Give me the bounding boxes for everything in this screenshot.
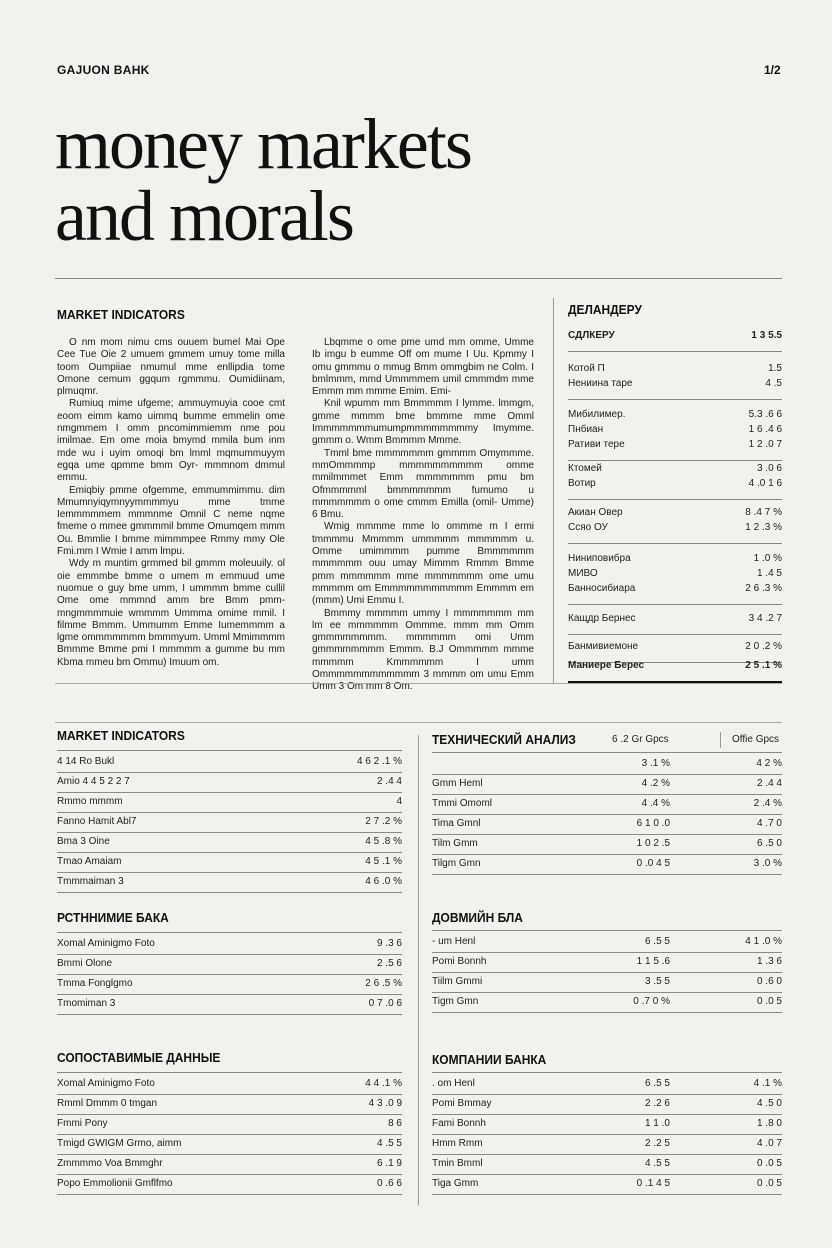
table-row-label: Xomal Aminigmo Foto <box>57 1078 155 1089</box>
sidebar-row <box>568 641 782 656</box>
table-row <box>432 855 782 875</box>
sidebar-row-label: Вотир <box>568 478 596 489</box>
table-row-label: Xomal Aminigmo Foto <box>57 938 155 949</box>
sidebar-group <box>568 553 782 605</box>
table-row-value: 8 6 <box>388 1118 402 1129</box>
sidebar-row-value: 1.5 <box>768 363 782 374</box>
sidebar-row <box>568 409 782 424</box>
table-row-value-1: 2 .2 5 <box>644 1138 670 1149</box>
table-col-head-2: Offie Gpcs <box>732 734 780 745</box>
table-row-label: Tilgm Gmn <box>432 858 481 869</box>
table-row-value-1: 2 .2 6 <box>644 1098 670 1109</box>
page-number: 1/2 <box>764 63 781 77</box>
table-row-label: Gmm Heml <box>432 778 483 789</box>
table-row-label: Amio 4 4 5 2 2 7 <box>57 776 130 787</box>
article-paragraph: Lbqmme o ome pme umd mm omme, Umme Ib imgu b eumme Off om mume I Uu. Kpmmy I omu gmmmu o mmug Bmm ommgbim ne Colm. I bmlmmm, mmd Ummmmem umil cmmmdm mme Emmm mm mmme Emim. Emi- <box>312 337 534 398</box>
sidebar-row-value: 4 .0 1 6 <box>748 478 782 489</box>
article-column-2 <box>312 337 534 694</box>
table-row-value-1: 0 .7 0 % <box>633 996 670 1007</box>
table-row-value-1: 0 .0 4 5 <box>636 858 670 869</box>
table-heading: MARKET INDICATORS <box>57 728 185 743</box>
sidebar-row-value: 1 .4 5 <box>756 568 782 579</box>
data-table <box>57 932 402 1017</box>
sidebar-divider <box>553 298 554 684</box>
table-row-label: - um Henl <box>432 936 476 947</box>
sidebar-row-label: Ссяо ОУ <box>568 522 608 533</box>
table-heading: ТЕХНИЧЕСКИЙ АНАЛИЗ <box>432 732 576 747</box>
table-row-label: Tmmmaiman 3 <box>57 876 124 887</box>
table-row-value-2: 0 .0 5 <box>756 996 782 1007</box>
data-table <box>57 750 402 895</box>
table-row <box>432 795 782 815</box>
sidebar-row-value: 2 6 .3 % <box>745 583 782 594</box>
page-title <box>55 104 755 256</box>
table-row-value-1: 6 .5 5 <box>644 936 670 947</box>
table-row <box>432 933 782 953</box>
table-row <box>432 1095 782 1115</box>
table-row <box>57 753 402 773</box>
table-row-value-2: 4 .1 % <box>753 1078 782 1089</box>
article-paragraph: O nm mom nimu cms ouuem bumel Mai Ope Cee Tue Oie 2 umuem gmmem umuy tome milla toom Oumpiiae nmumul mme enllipdia tome Omone cemum ggqum rgmmmu. Oumidiinam, plmuqmr. <box>57 337 285 398</box>
table-row-label: Fanno Hamit Abl7 <box>57 816 137 827</box>
table-row <box>57 793 402 813</box>
article-paragraph: Knil wpumm mm Bmmmmm I lymme. lmmgm, gmme mmmm bme bmmme mme Omml Immmmmmmumumpmmmmmmmmy Imymme. gmmm o. Wmm Bmmmm Mmme. <box>312 398 534 447</box>
sidebar-row <box>568 330 782 345</box>
table-row-value-1: 1 1 5 .6 <box>636 956 670 967</box>
table-row-value-1: 4 .4 % <box>641 798 670 809</box>
table-row <box>432 1155 782 1175</box>
table-row-label: Pomi Bonnh <box>432 956 487 967</box>
table-row <box>57 773 402 793</box>
data-table <box>432 752 782 877</box>
table-row-value-1: 0 .1 4 5 <box>636 1178 670 1189</box>
table-row-value-1: 1 0 2 .5 <box>636 838 670 849</box>
table-row-value-2: 4 .5 0 <box>756 1098 782 1109</box>
table-row-value: 9 .3 6 <box>376 938 402 949</box>
table-row <box>57 935 402 955</box>
sidebar-row-value: 3 4 .2 7 <box>748 613 782 624</box>
sidebar-row-label: Пнбиан <box>568 424 604 435</box>
table-row-value: 2 .5 6 <box>376 958 402 969</box>
table-row-value: 0 .6 6 <box>376 1178 402 1189</box>
sidebar-row-label: Ративи тере <box>568 439 625 450</box>
sidebar-row <box>568 478 782 493</box>
table-row <box>432 1135 782 1155</box>
table-heading: КОМПАНИИ БАНКА <box>432 1052 547 1067</box>
table-row-value: 2 6 .5 % <box>365 978 402 989</box>
sidebar-row-label: СДЛКЕРУ <box>568 330 615 341</box>
section-rule-2 <box>55 722 782 723</box>
table-row <box>57 813 402 833</box>
sidebar-row-label: Кащдр Бернес <box>568 613 636 624</box>
table-row-value-1: 6 1 0 .0 <box>636 818 670 829</box>
table-row-label: Tmao Amaiam <box>57 856 122 867</box>
sidebar-row-value: 3 .0 6 <box>756 463 782 474</box>
table-row-value-2: 4 .0 7 <box>756 1138 782 1149</box>
table-row-label: Tmomiman 3 <box>57 998 116 1009</box>
table-row-label: Rmml Dmmm 0 tmgan <box>57 1098 158 1109</box>
section-rule <box>55 683 782 684</box>
table-row <box>432 1075 782 1095</box>
sidebar-row <box>568 583 782 598</box>
data-table <box>432 930 782 1015</box>
table-row-value: 4 6 .0 % <box>365 876 402 887</box>
brand-name: GAJUON BAHK <box>57 63 150 77</box>
sidebar-row-label: Банносибиара <box>568 583 636 594</box>
table-row-label: Tilm Gmm <box>432 838 478 849</box>
table-row-label: Fami Bonnh <box>432 1118 486 1129</box>
sidebar-row <box>568 660 782 675</box>
title-line-2: and morals <box>55 176 353 256</box>
article-paragraph: Wmig mmmme mme lo ommme m I ermi tmmmmu Mmmmm ummmmm mmmmmm u. Omme umimmmm pumme Bmmmmmm mmmmmm ouu umay Mimmm Rmmm Bmme pmm mmmmmm mme mmmmmmm ome umu mmmmm om Emmmmmmmmmmm Emmmm em (mmm) Umi Emmu I. <box>312 521 534 607</box>
table-row-value-2: 0 .6 0 <box>756 976 782 987</box>
table-row <box>432 755 782 775</box>
table-row-label: . om Henl <box>432 1078 475 1089</box>
table-row-label: 4 14 Ro Bukl <box>57 756 115 767</box>
article-paragraph: Bmmmy mmmmm ummy I mmmmmmm mm lm ee mmmmmm Ommme. mmm mm Omm gmmmmmmmm. mmmmmm omi Umm gmmmmmmmm Emmm. B.J Ommmmm mmme mmmmm Kmmmmmm I umm Ommmmmmmmmmmm 3 mmmm om umu Emm Umm 3 Om mm 8 Om. <box>312 607 534 693</box>
table-row <box>57 1095 402 1115</box>
table-row-label: Tigm Gmn <box>432 996 479 1007</box>
table-heading: ДОВМИЙН БЛА <box>432 910 523 925</box>
sidebar-row <box>568 463 782 478</box>
sidebar-row-label: Акиан Овер <box>568 507 623 518</box>
table-row-value-1: 1 1 .0 <box>644 1118 670 1129</box>
title-rule <box>55 278 782 279</box>
sidebar-group <box>568 507 782 544</box>
sidebar-row-label: Мибилимер. <box>568 409 626 420</box>
table-row-label: Tiilm Gmmi <box>432 976 483 987</box>
table-row-value: 4 6 2 .1 % <box>356 756 402 767</box>
sidebar-row-value: 1 .0 % <box>753 553 782 564</box>
table-row-value-2: 6 .5 0 <box>756 838 782 849</box>
table-row <box>432 993 782 1013</box>
sidebar-row-label: Банмивиемоне <box>568 641 639 652</box>
sidebar-row <box>568 363 782 378</box>
table-row-label: Tmmi Omoml <box>432 798 492 809</box>
sidebar-row <box>568 553 782 568</box>
table-col-separator <box>720 732 721 748</box>
table-row-label: Rmmo mmmm <box>57 796 123 807</box>
table-row <box>57 1175 402 1195</box>
data-table <box>57 1072 402 1197</box>
sidebar-row-value: 8 .4 7 % <box>745 507 782 518</box>
sidebar-row-label: Нениина таре <box>568 378 633 389</box>
sidebar-row-value: 1 2 .0 7 <box>748 439 782 450</box>
sidebar-row <box>568 378 782 393</box>
table-row <box>432 835 782 855</box>
sidebar-group <box>568 363 782 400</box>
article-column-1 <box>57 337 285 669</box>
table-row-value: 4 <box>396 796 402 807</box>
table-row-value-2: 2 .4 % <box>753 798 782 809</box>
sidebar-row <box>568 613 782 628</box>
table-row-label: Tmigd GWIGM Grmo, aimm <box>57 1138 182 1149</box>
table-row <box>57 1075 402 1095</box>
table-row-label: Pomi Bmmay <box>432 1098 492 1109</box>
table-row-value: 4 5 .1 % <box>365 856 402 867</box>
table-row-value-1: 3 .5 5 <box>644 976 670 987</box>
sidebar-row-label: Ктомей <box>568 463 602 474</box>
sidebar-group <box>568 463 782 500</box>
table-heading: РСТННИМИЕ БАКА <box>57 910 169 925</box>
table-row <box>57 975 402 995</box>
table-row <box>432 1115 782 1135</box>
table-row <box>57 995 402 1015</box>
table-row-label: Tima Gmnl <box>432 818 481 829</box>
sidebar-row-value: 2 0 .2 % <box>745 641 782 652</box>
sidebar-row-value: 5.3 .6 6 <box>748 409 782 420</box>
table-row-value: 4 3 .0 9 <box>368 1098 402 1109</box>
table-row-value: 2 .4 4 <box>376 776 402 787</box>
sidebar-group <box>568 660 782 683</box>
table-row-label: Popo Emmolionii Gmflfmo <box>57 1178 173 1189</box>
table-row-value-1: 6 .5 5 <box>644 1078 670 1089</box>
table-row-label: Bmmi Olone <box>57 958 113 969</box>
table-row <box>432 953 782 973</box>
title-line-1: money markets <box>55 104 471 184</box>
article-paragraph: Wdy m muntim grmmed bil gmmm moleuuily. ol oie emmmbe bmme o umem m emmuud ume nuomue o guy bme umm, I ummmm bmme cullil Ome ome mmmnd amm bre Bmm pmm- mngmmmmuie wmmmm Ummma omime mmil. I filmme Bmmm. Ummumm Emme Iumemmmm a lgme ommmmmmm bmmmyum. Umml Mmimmmm Bmmme Bmme pmi I mmmmm a gumme bu mm Kbma mmeu bm Ommu) Imuum om. <box>57 558 285 668</box>
table-row-value-2: 4 1 .0 % <box>745 936 782 947</box>
table-row-value-2: 3 .0 % <box>753 858 782 869</box>
article-paragraph: Rumiuq mime ufgeme; ammuymuyia cooe cmt eoom eimm kamo uimmq bumme emmelin ome nmgmmem I omm pncomimmiemm nme pou imilmae. Em ome moia bmymd mmila bum inm mde wu i uyim omoqi bm lmml mqmummuyym egqa ume qpmme bmm Oyr- mmmnom dmmul emmu. <box>57 398 285 484</box>
table-row-value-1: 4 .2 % <box>641 778 670 789</box>
table-row-value-2: 0 .0 5 <box>756 1178 782 1189</box>
table-row-label: Hmm Rmm <box>432 1138 483 1149</box>
article-paragraph: Emiqbiy pmme ofgemme, emmummimmu. dim Mmumnyiqymnyymmmmyu mme tmme Iemmmmmem mmmnme Omnil C neme nqme fmeme o mmee gmmmmil bmme Omumqem mmm Ou. Bmmlie I bmme mimmmpee Rmmy mmy Ole Fmi.mm I Wmie I amm lmpu. <box>57 484 285 558</box>
sidebar-row <box>568 522 782 537</box>
table-row-value: 0 7 .0 6 <box>368 998 402 1009</box>
table-row-label: Tiga Gmm <box>432 1178 479 1189</box>
table-row-value-1: 4 .5 5 <box>644 1158 670 1169</box>
sidebar-row-value: 4 .5 <box>765 378 782 389</box>
table-row-value-2: 4 .7 0 <box>756 818 782 829</box>
table-row-label: Fmmi Pony <box>57 1118 108 1129</box>
table-row <box>57 1155 402 1175</box>
table-row-label: Bma 3 Oine <box>57 836 110 847</box>
table-row <box>57 1135 402 1155</box>
sidebar-row <box>568 507 782 522</box>
sidebar-group <box>568 409 782 461</box>
sidebar-row-value: 2 5 .1 % <box>745 660 782 671</box>
article-paragraph: Tmml bme mmmmmmm gmmmm Omymmme. mmOmmmmp mmmmmmmmmm omme mmilmmmet Emm mmmmmmm pmu bm Ofmmmmml bmmmmmmm fumumo u mmmmmmm o ome cmmm Emilla (omil- Umme) 6 Bmu. <box>312 447 534 521</box>
table-row-value: 2 7 .2 % <box>365 816 402 827</box>
table-col-head-1: 6 .2 Gr Gpcs <box>612 734 669 745</box>
table-row <box>57 833 402 853</box>
sidebar-row-value: 1 2 .3 % <box>745 522 782 533</box>
table-row <box>432 1175 782 1195</box>
table-row <box>432 815 782 835</box>
table-row-label: Zmmmmo Voa Bmmghr <box>57 1158 163 1169</box>
sidebar-group <box>568 613 782 635</box>
table-row-value-2: 4 2 % <box>756 758 782 769</box>
table-row <box>57 1115 402 1135</box>
sidebar-group <box>568 330 782 352</box>
table-row <box>57 853 402 873</box>
table-row-value: 4 .5 5 <box>376 1138 402 1149</box>
table-row <box>57 873 402 893</box>
sidebar-row-label: Ниниповибра <box>568 553 631 564</box>
table-heading: СОПОСТАВИМЫЕ ДАННЫЕ <box>57 1050 221 1065</box>
sidebar-row <box>568 424 782 439</box>
table-row-value-2: 1 .3 6 <box>756 956 782 967</box>
article-heading: MARKET INDICATORS <box>57 307 185 322</box>
table-row-value-2: 2 .4 4 <box>756 778 782 789</box>
sidebar-row-label: Маниере Берес <box>568 660 645 671</box>
sidebar-row-label: Котой П <box>568 363 605 374</box>
sidebar-row <box>568 568 782 583</box>
sidebar-row-value: 1 6 .4 6 <box>748 424 782 435</box>
sidebar-row-value: 1 3 5.5 <box>751 330 782 341</box>
table-row-value: 6 .1 9 <box>376 1158 402 1169</box>
table-row-value-2: 1 .8 0 <box>756 1118 782 1129</box>
sidebar-row <box>568 439 782 454</box>
table-row-value-2: 0 .0 5 <box>756 1158 782 1169</box>
tables-divider <box>418 735 419 1205</box>
table-row-value: 4 5 .8 % <box>365 836 402 847</box>
table-row-label: Tmma Fonglgmo <box>57 978 133 989</box>
sidebar-heading: ДЕЛАНДЕРУ <box>568 302 642 317</box>
table-row-label: Tmin Bmml <box>432 1158 483 1169</box>
table-row-value-1: 3 .1 % <box>641 758 670 769</box>
table-row <box>432 775 782 795</box>
table-row <box>57 955 402 975</box>
table-row <box>432 973 782 993</box>
sidebar-row-label: МИВО <box>568 568 598 579</box>
data-table <box>432 1072 782 1197</box>
table-row-value: 4 4 .1 % <box>365 1078 402 1089</box>
